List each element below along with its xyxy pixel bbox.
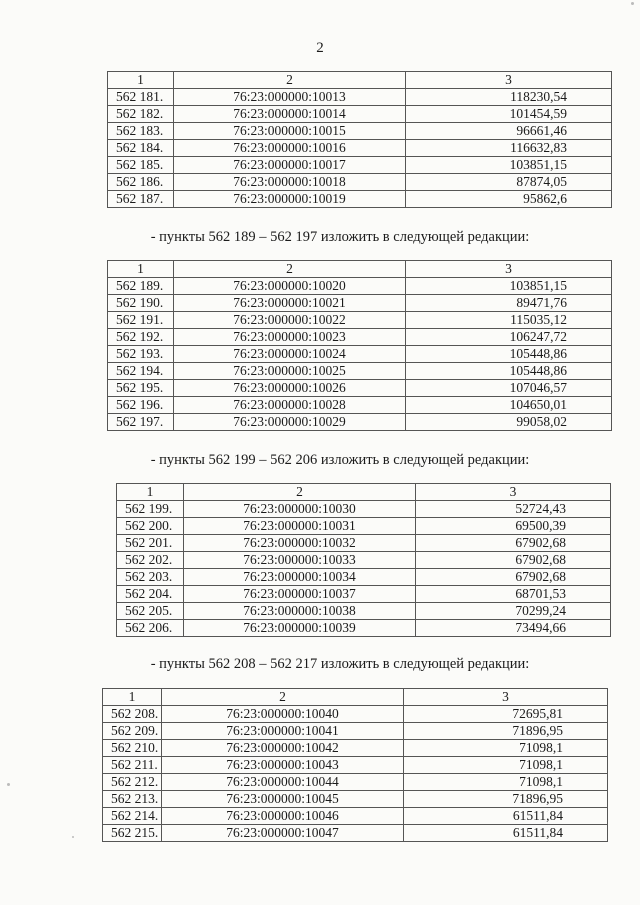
value-cell: 87874,05 [406,174,612,191]
column-header-1: 1 [108,261,174,278]
table-row [108,157,612,174]
table-row [108,278,612,295]
section-note-3: - пункты 562 199 – 562 206 изложить в следующей редакции: [150,452,530,468]
cadastral-number-cell: 76:23:000000:10037 [184,586,416,603]
value-cell: 103851,15 [406,157,612,174]
column-header-2: 2 [174,72,406,89]
table-row [108,312,612,329]
table-row [108,174,612,191]
cadastral-number-cell: 76:23:000000:10017 [174,157,406,174]
table-header-row [103,689,608,706]
table-row [108,89,612,106]
item-number-cell: 562 212. [103,774,162,791]
cadastral-number-cell: 76:23:000000:10039 [184,620,416,637]
scan-speck [7,783,10,786]
item-number-cell: 562 215. [103,825,162,842]
table-row [108,191,612,208]
value-cell: 67902,68 [416,569,611,586]
table-row [108,106,612,123]
item-number-cell: 562 214. [103,808,162,825]
section-note-2: - пункты 562 189 – 562 197 изложить в следующей редакции: [150,229,530,245]
cadastral-number-cell: 76:23:000000:10044 [162,774,404,791]
item-number-cell: 562 199. [117,501,184,518]
table-row [108,363,612,380]
column-header-2: 2 [184,484,416,501]
item-number-cell: 562 209. [103,723,162,740]
cadastral-number-cell: 76:23:000000:10046 [162,808,404,825]
column-header-3: 3 [416,484,611,501]
item-number-cell: 562 190. [108,295,174,312]
cadastral-number-cell: 76:23:000000:10016 [174,140,406,157]
section-note-4: - пункты 562 208 – 562 217 изложить в следующей редакции: [150,656,530,672]
table-header-row [108,261,612,278]
value-cell: 96661,46 [406,123,612,140]
cadastral-number-cell: 76:23:000000:10029 [174,414,406,431]
item-number-cell: 562 194. [108,363,174,380]
value-cell: 106247,72 [406,329,612,346]
cadastral-number-cell: 76:23:000000:10023 [174,329,406,346]
value-cell: 72695,81 [404,706,608,723]
cadastral-number-cell: 76:23:000000:10021 [174,295,406,312]
value-cell: 73494,66 [416,620,611,637]
value-cell: 107046,57 [406,380,612,397]
cadastral-number-cell: 76:23:000000:10024 [174,346,406,363]
item-number-cell: 562 181. [108,89,174,106]
value-cell: 61511,84 [404,808,608,825]
item-number-cell: 562 191. [108,312,174,329]
value-cell: 105448,86 [406,363,612,380]
cadastral-number-cell: 76:23:000000:10032 [184,535,416,552]
table-row [117,552,611,569]
cadastral-number-cell: 76:23:000000:10026 [174,380,406,397]
item-number-cell: 562 200. [117,518,184,535]
item-number-cell: 562 206. [117,620,184,637]
value-cell: 118230,54 [406,89,612,106]
value-cell: 115035,12 [406,312,612,329]
item-number-cell: 562 211. [103,757,162,774]
value-cell: 71896,95 [404,791,608,808]
table-row [108,414,612,431]
value-cell: 104650,01 [406,397,612,414]
item-number-cell: 562 182. [108,106,174,123]
table-1 [107,71,612,208]
column-header-2: 2 [162,689,404,706]
column-header-1: 1 [103,689,162,706]
cadastral-number-cell: 76:23:000000:10019 [174,191,406,208]
item-number-cell: 562 203. [117,569,184,586]
value-cell: 68701,53 [416,586,611,603]
value-cell: 101454,59 [406,106,612,123]
item-number-cell: 562 205. [117,603,184,620]
value-cell: 69500,39 [416,518,611,535]
value-cell: 70299,24 [416,603,611,620]
cadastral-number-cell: 76:23:000000:10031 [184,518,416,535]
item-number-cell: 562 192. [108,329,174,346]
table-2 [107,260,612,431]
table-row [117,620,611,637]
item-number-cell: 562 195. [108,380,174,397]
item-number-cell: 562 201. [117,535,184,552]
table-row [108,140,612,157]
table-header-row [108,72,612,89]
cadastral-number-cell: 76:23:000000:10038 [184,603,416,620]
column-header-3: 3 [406,72,612,89]
item-number-cell: 562 210. [103,740,162,757]
value-cell: 67902,68 [416,535,611,552]
cadastral-number-cell: 76:23:000000:10047 [162,825,404,842]
value-cell: 67902,68 [416,552,611,569]
table-row [117,518,611,535]
item-number-cell: 562 184. [108,140,174,157]
page-number: 2 [316,40,324,56]
table-row [117,535,611,552]
value-cell: 71098,1 [404,740,608,757]
table-row [117,569,611,586]
table-row [103,774,608,791]
scan-speck [631,2,634,5]
cadastral-number-cell: 76:23:000000:10041 [162,723,404,740]
table-header-row [117,484,611,501]
table-row [108,123,612,140]
item-number-cell: 562 204. [117,586,184,603]
cadastral-number-cell: 76:23:000000:10030 [184,501,416,518]
cadastral-number-cell: 76:23:000000:10034 [184,569,416,586]
table-row [117,501,611,518]
column-header-3: 3 [406,261,612,278]
item-number-cell: 562 187. [108,191,174,208]
table-row [103,706,608,723]
value-cell: 71098,1 [404,757,608,774]
cadastral-number-cell: 76:23:000000:10013 [174,89,406,106]
table-row [108,380,612,397]
value-cell: 99058,02 [406,414,612,431]
table-row [103,825,608,842]
item-number-cell: 562 208. [103,706,162,723]
item-number-cell: 562 185. [108,157,174,174]
item-number-cell: 562 186. [108,174,174,191]
cadastral-number-cell: 76:23:000000:10025 [174,363,406,380]
value-cell: 61511,84 [404,825,608,842]
table-row [108,329,612,346]
column-header-2: 2 [174,261,406,278]
value-cell: 103851,15 [406,278,612,295]
cadastral-number-cell: 76:23:000000:10018 [174,174,406,191]
table-row [103,740,608,757]
cadastral-number-cell: 76:23:000000:10015 [174,123,406,140]
table-3 [116,483,611,637]
scan-speck [72,836,74,838]
value-cell: 95862,6 [406,191,612,208]
column-header-3: 3 [404,689,608,706]
cadastral-number-cell: 76:23:000000:10042 [162,740,404,757]
table-row [103,723,608,740]
column-header-1: 1 [117,484,184,501]
value-cell: 116632,83 [406,140,612,157]
item-number-cell: 562 202. [117,552,184,569]
value-cell: 71896,95 [404,723,608,740]
value-cell: 52724,43 [416,501,611,518]
cadastral-number-cell: 76:23:000000:10020 [174,278,406,295]
cadastral-number-cell: 76:23:000000:10033 [184,552,416,569]
table-row [108,346,612,363]
table-row [117,586,611,603]
item-number-cell: 562 189. [108,278,174,295]
table-4 [102,688,608,842]
value-cell: 71098,1 [404,774,608,791]
table-row [108,295,612,312]
item-number-cell: 562 213. [103,791,162,808]
table-row [108,397,612,414]
item-number-cell: 562 193. [108,346,174,363]
cadastral-number-cell: 76:23:000000:10014 [174,106,406,123]
item-number-cell: 562 197. [108,414,174,431]
table-row [103,808,608,825]
table-row [117,603,611,620]
table-row [103,791,608,808]
table-row [103,757,608,774]
value-cell: 89471,76 [406,295,612,312]
column-header-1: 1 [108,72,174,89]
item-number-cell: 562 196. [108,397,174,414]
cadastral-number-cell: 76:23:000000:10040 [162,706,404,723]
item-number-cell: 562 183. [108,123,174,140]
cadastral-number-cell: 76:23:000000:10022 [174,312,406,329]
cadastral-number-cell: 76:23:000000:10043 [162,757,404,774]
value-cell: 105448,86 [406,346,612,363]
cadastral-number-cell: 76:23:000000:10045 [162,791,404,808]
cadastral-number-cell: 76:23:000000:10028 [174,397,406,414]
